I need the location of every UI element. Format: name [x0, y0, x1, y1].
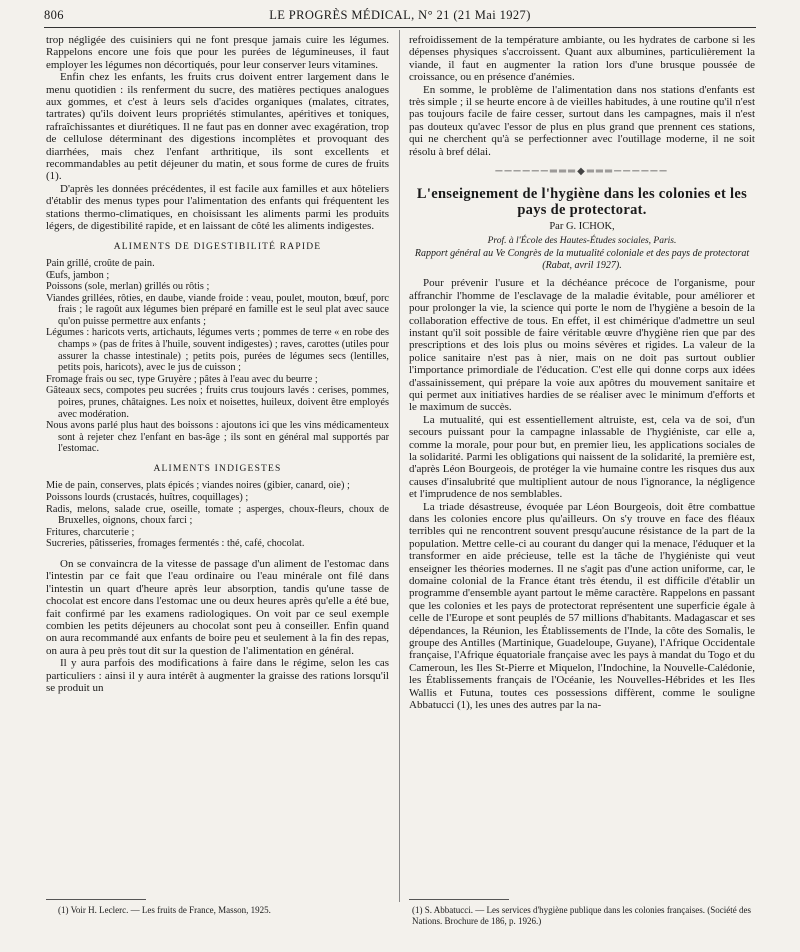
list-item: Poissons (sole, merlan) grillés ou rôtis ; [46, 281, 210, 293]
paragraph: On se convaincra de la vitesse de passage d'un aliment de l'estomac dans l'intestin par ce fait que l'eau ordinaire ou l'eau minérale ont filé dans l'intestin un quart d'heure après leur absorption, tandis qu'une tasse de chocolat est encore dans l'estomac une ou deux heures après qu'elle a été bue, fait confirmé par les examens radiologiques. On voit par ce seul exemple combien les petits déjeuners au chocolat sont peu à conseiller. Enfin quand on aura recommandé aux enfants de boire peu et seulement à la fin des repas, on aura à peu près tout dit sur la question de l'alimentation en général. [46, 557, 389, 657]
section-heading: ALIMENTS DE DIGESTIBILITÉ RAPIDE [113, 241, 322, 252]
paragraph: trop négligée des cuisiniers qui ne font presque jamais cuire les légumes. Rappelons encore une fois que pour les purées de légumineuses, il faut employer les légumes non décortiqués, pour leur conserver leurs vitamines. [46, 34, 389, 71]
author-affiliation: Prof. à l'École des Hautes-Études sociales, Paris. [487, 235, 677, 246]
article-title: L'enseignement de l'hygiène dans les colonies et les pays de protectorat. [416, 186, 748, 219]
list-item: Poissons lourds (crustacés, huîtres, coquillages) ; [46, 492, 249, 503]
author-byline: Par G. ICHOK, [549, 221, 615, 233]
paragraph: Enfin chez les enfants, les fruits crus doivent entrer largement dans le menu quotidien : ils renferment du sucre, des matières pectiques analogues aux gommes, et c'est à leurs sels d'acides organiques (malates, citrates, tartrates) qu'ils doivent leurs propriétés stimulantes, apéritives et toniques, rafraîchissantes et diurétiques. Il ne faut pas en donner avec exagération, trop de cellulose déterminant des digestions incomplètes et provoquant des diarrhées, mais chez l'enfant arthritique, ils sont excellents et recommandables au petit déjeuner du matin, et sous forme de cures de fruits (1). [46, 71, 389, 183]
footnote-right: (1) S. Abbatucci. — Les services d'hygiène publique dans les colonies françaises. (Société des Nations. Brochure de 186, p. 1926.) [412, 905, 752, 926]
report-note: Rapport général au Ve Congrès de la mutualité coloniale et des pays de protectorat (Rabat, avril 1927). [414, 248, 750, 271]
paragraph: En somme, le problème de l'alimentation dans nos stations d'enfants est très simple ; il se heurte encore à de vieilles habitudes, à une routine qu'il n'est pas toujours facile de faire cesser, surtout dans les campagnes, mais il n'est pas douteux qu'avec l'essor de plus en plus grand que prennent ces stations, qui ne cherchent qu'à se perfectionner avec l'outillage moderne, il ne soit résolu à bref délai. [409, 83, 755, 158]
running-header [44, 8, 756, 26]
list-item: Radis, melons, salade crue, oseille, tomate ; asperges, choux-fleurs, choux de Bruxelles, oignons, choux farci ; [46, 503, 389, 527]
section-heading: ALIMENTS INDIGESTES [153, 464, 282, 474]
header-rule [44, 27, 756, 28]
list-item: Mie de pain, conserves, plats épicés ; viandes noires (gibier, canard, oie) ; [46, 480, 350, 492]
column-divider [399, 30, 400, 902]
list-item: Nous avons parlé plus haut des boissons : ajoutons ici que les vins médicamenteux sont à rejeter chez l'enfant en bas-âge ; ils sont en général mal supportés par l'estomac. [46, 420, 389, 455]
footnote-rule [46, 899, 146, 900]
page-number: 806 [44, 8, 64, 22]
list-item: Gâteaux secs, compotes peu sucrées ; fruits crus toujours lavés : cerises, pommes, poires, prunes, châtaignes. Les noix et noisettes, huileux, doivent être employés avec modération. [46, 385, 389, 420]
list-item: Légumes : haricots verts, artichauts, légumes verts ; pommes de terre « en robe des champs » (pas de frites à l'huile, souvent indigestes) ; raves, carottes (utiles pour assurer la chasse intestinale) ; petits pois, purées de légumes secs (lentilles, petits pois, haricots), avec le jus de cuisson ; [46, 327, 389, 374]
list-item: Fromage frais ou sec, type Gruyère ; pâtes à l'eau avec du beurre ; [46, 373, 318, 385]
paragraph: Pour prévenir l'usure et la déchéance précoce de l'organisme, pour affranchir l'homme de l'esclavage de la maladie évitable, pour améliorer et pour prolonger la vie, la science qui porte le nom de l'hygiène a besoin de la collaboration effective de tous. En effet, il est chimérique d'admettre un seul instant qu'il soit possible de faire véritable œuvre d'hygiène rien que par des prescriptions et des lois plus ou moins sévères et rigides. La valeur de la police sanitaire n'est pas à nier, mais on ne doit pas surtout oublier l'importance primordiale de l'éducation. C'est elle qui donne corps aux idées d'assainissement, qui prépare la voie aux apôtres du mouvement sanitaire et qui permet aux initiatives hardies de se réaliser avec le minimum d'efforts et le maximum de succès. [409, 277, 755, 414]
paragraph: Il y aura parfois des modifications à faire dans le régime, selon les cas particuliers : ainsi il y aura intérêt à augmenter la graisse des rations lorsqu'il se produit un [46, 657, 389, 695]
paragraph: La mutualité, qui est essentiellement altruiste, est, cela va de soi, d'un secours puissant pour la campagne inlassable de l'hygiéniste, car elle a, comme la morale, pour pour but, en premier lieu, les applications sociales de la solidarité. Parmi les obligations qui naissent de la solidarité, la première est, d'après Léon Bourgeois, de protéger la vie humaine contre les risques dus aux causes d'insalubrité que multiplient autour de nous l'ignorance, la négligence et l'imprudence de nos semblables. [409, 413, 755, 501]
list-item: Viandes grillées, rôties, en daube, viande froide : veau, poulet, mouton, bœuf, porc frais ; le ragoût aux légumes bien préparé en famille est le seul plat avec sauce qu'on puisse permettre aux enfants ; [46, 292, 389, 327]
footnote-left: (1) Voir H. Leclerc. — Les fruits de France, Masson, 1925. [58, 905, 271, 915]
list-item: Œufs, jambon ; [46, 269, 110, 281]
food-list-rapid [46, 258, 389, 455]
footnote-rule [409, 899, 509, 900]
journal-title: LE PROGRÈS MÉDICAL, N° 21 (21 Mai 1927) [269, 8, 531, 22]
ornament-divider: ──────═══◆═══────── [495, 166, 669, 178]
food-list-indigestible [46, 480, 389, 550]
list-item: Sucreries, pâtisseries, fromages fermentés : thé, café, chocolat. [46, 538, 305, 550]
paragraph: refroidissement de la température ambiante, ou les hydrates de carbone si les dépenses physiques s'accroissent. Quant aux albumines, particulièrement la viande, il faut en augmenter la ration lors d'une brusque poussée de croissance, ou en présence d'anémies. [409, 34, 755, 84]
paragraph: La triade désastreuse, évoquée par Léon Bourgeois, doit être combattue dans les colonies encore plus qu'ailleurs. On s'y trouve en face des fléaux terribles qui ne rencontrent souvent presqu'aucune résistance de la part de la population. Mettre celle-ci au courant du danger qui la menace, l'éduquer et la transformer en aide précieuse, telle est la tâche de l'hygiéniste qui veut enseigner les théories modernes. Il ne s'agit pas d'une action uniforme, car, le domaine colonial de la France étant très étendu, il est difficile d'établir un programme d'ensemble ayant partout le même caractère. Rappelons en passant que les colonies et les pays de protectorat représentent une superficie égale à celle de l'Europe et sont peuplés de 57 millions d'habitants. Madagascar et ses dépendances, la Réunion, les Établissements de l'Inde, la côte des Somalis, le groupe des Antilles (Martinique, Guadeloupe, Guyane), l'Afrique Occidentale française, l'Afrique équatoriale française avec les pays à mandat du Togo et du Cameroun, les Iles St-Pierre et Miquelon, l'Indochine, la Nouvelle-Calédonie, les Établissements français de l'Océanie, les Nouvelles-Hébrides et les Iles Wallis et Futuna, toutes ces possessions diffèrent, comme le souligne Abbatucci (1), les unes des autres par la na- [409, 500, 755, 712]
list-item: Fritures, charcuterie ; [46, 526, 135, 538]
left-column [46, 34, 389, 694]
list-item: Pain grillé, croûte de pain. [46, 257, 155, 269]
right-column [409, 34, 755, 712]
paragraph: D'après les données précédentes, il est facile aux familles et aux hôteliers d'établir des menus types pour l'alimentation des enfants qui fréquentent les stations thermo-climatiques, en choisissant les aliments parmi les produits légers, de digestibilité rapide, et en laissant de côté les aliments indigestes. [46, 182, 389, 233]
